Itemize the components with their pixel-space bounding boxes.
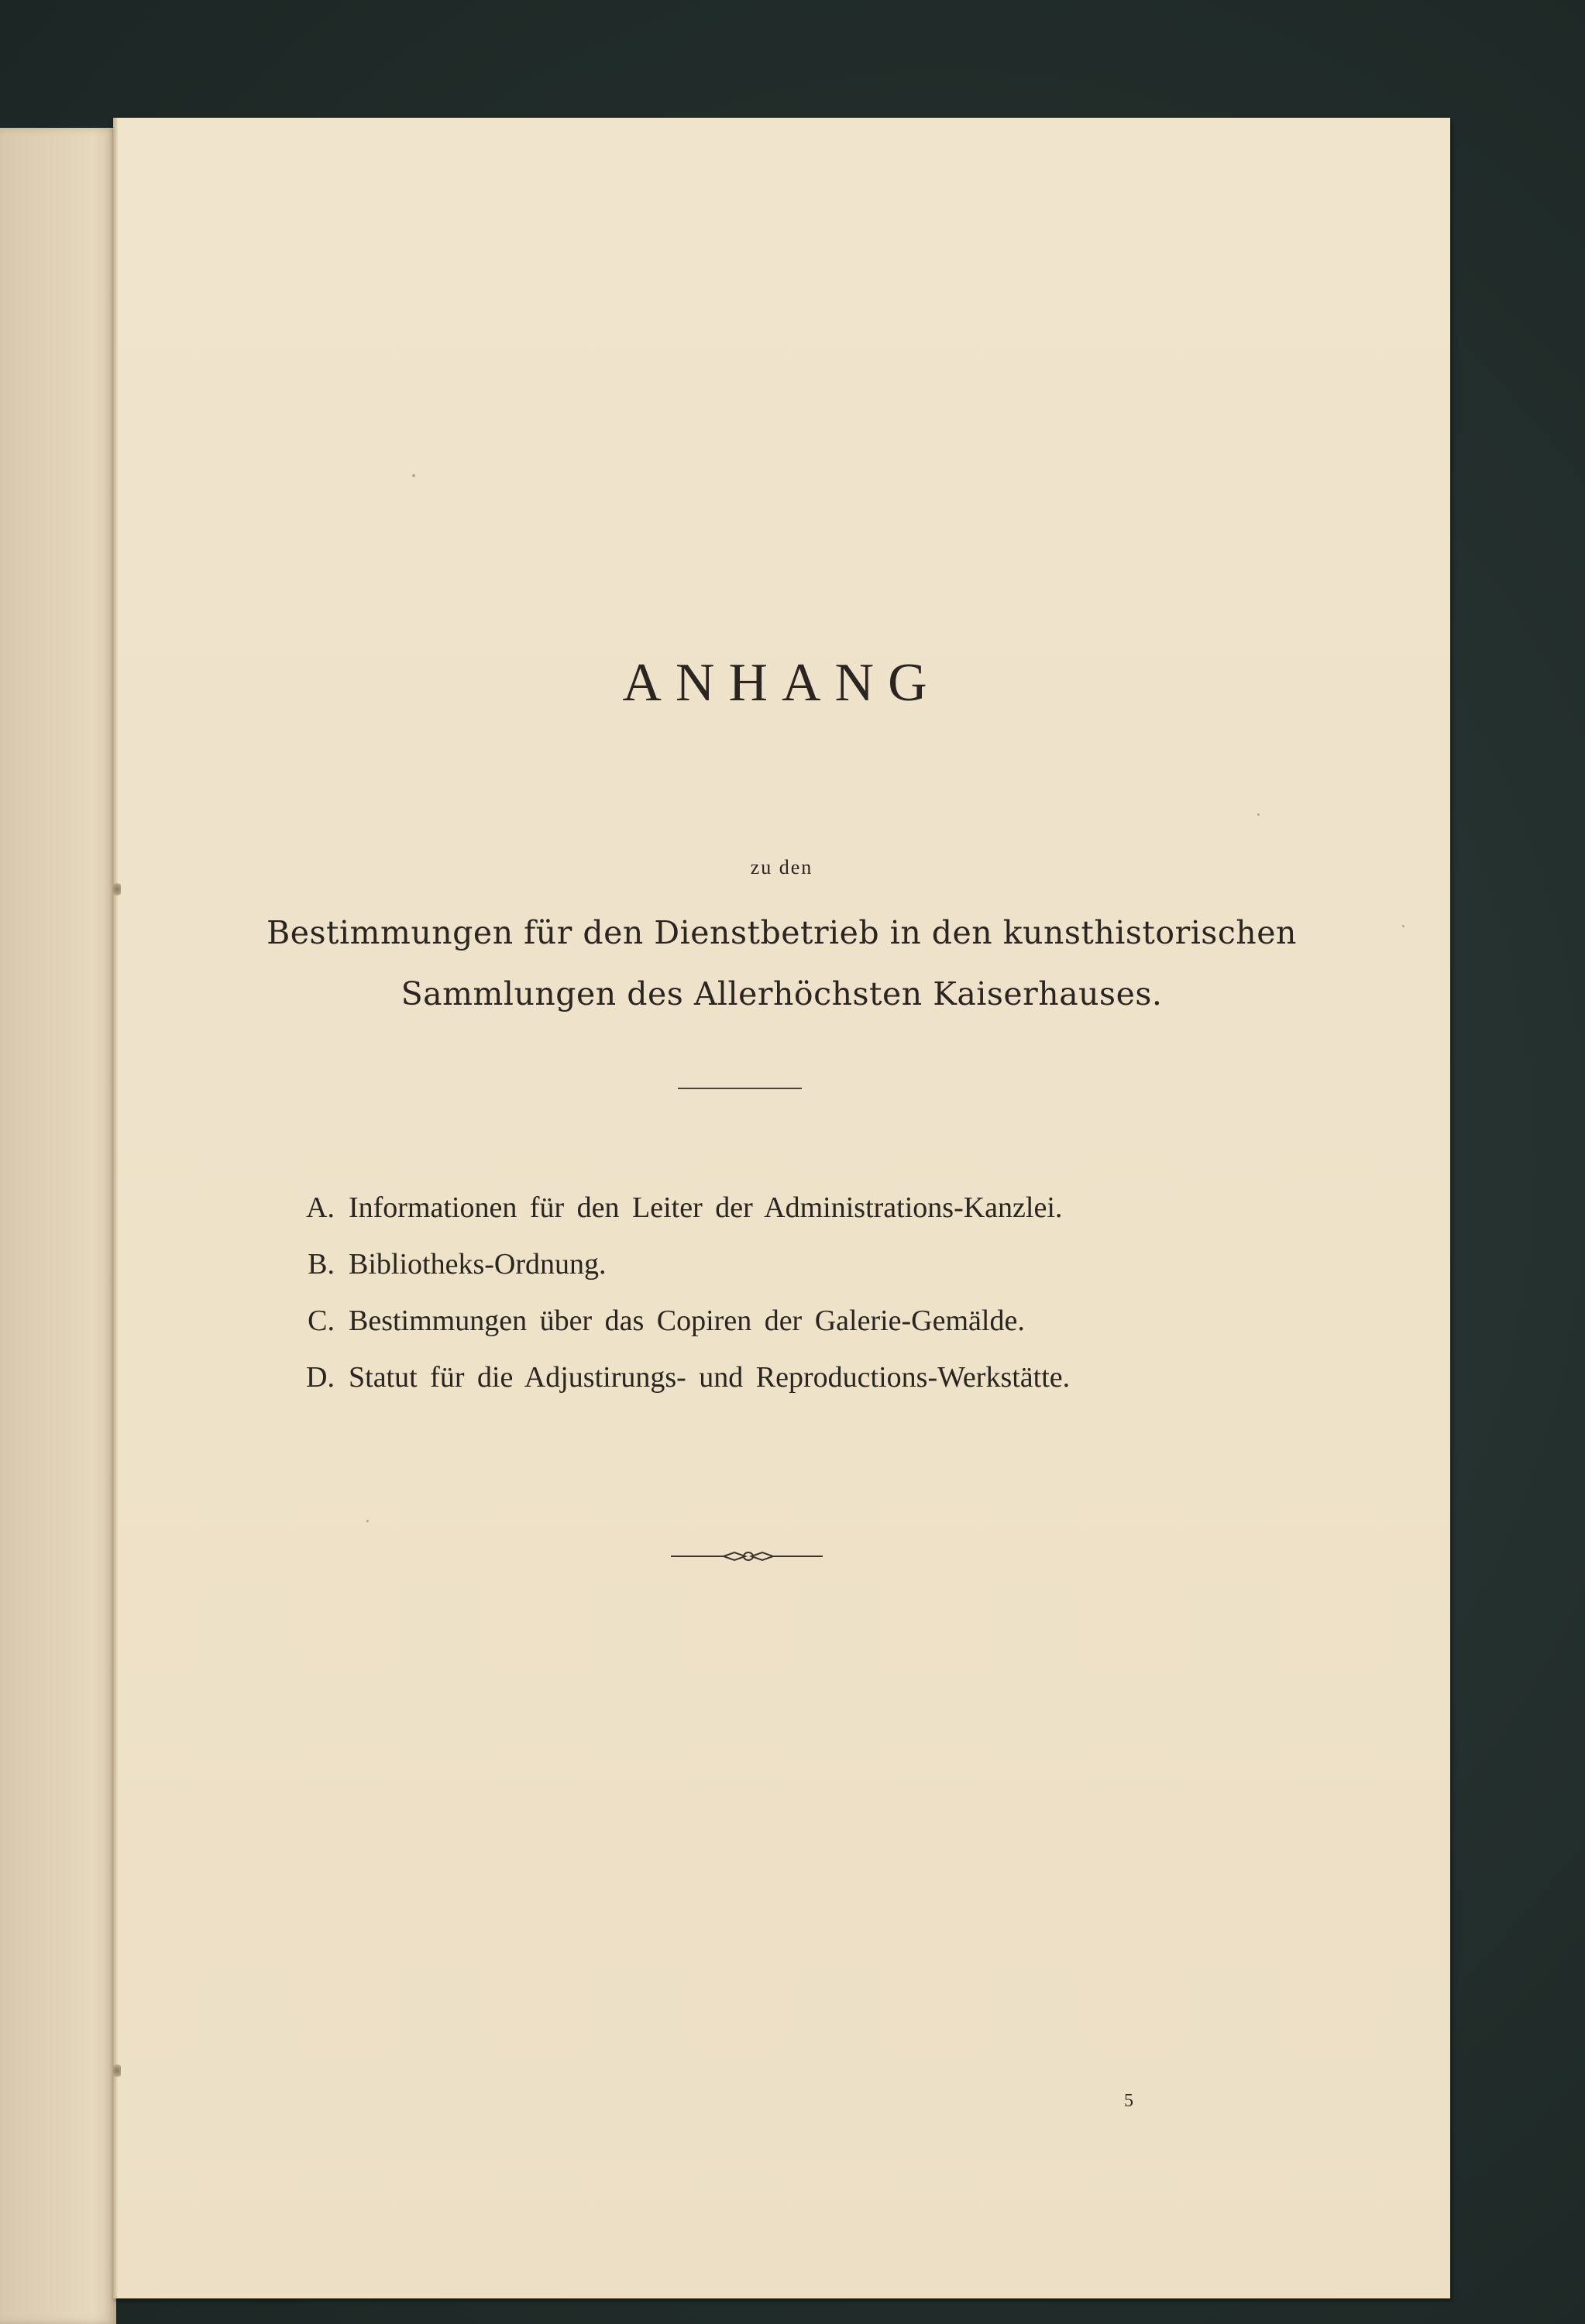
list-item-letter: D. — [306, 1361, 335, 1394]
page-number: 5 — [1124, 2091, 1133, 2111]
paper-speck — [1257, 813, 1260, 816]
ornament-divider-icon — [671, 1547, 823, 1566]
paper-speck — [366, 1520, 369, 1522]
paper-speck — [412, 474, 415, 477]
list-item-letter: A. — [306, 1191, 335, 1224]
document-subtitle: zu den — [750, 856, 813, 878]
list-item — [308, 1301, 1342, 1358]
contents-list — [306, 1188, 1342, 1415]
list-item-text: Informationen für den Leiter der Administrations-Kanzlei. — [349, 1191, 1063, 1224]
list-item-letter: B. — [308, 1248, 335, 1281]
document-title: ANHANG — [622, 653, 941, 713]
document-page — [113, 118, 1450, 2298]
heading-line-1: Bestimmungen für den Dienstbetrieb in den kunsthistorischen — [266, 914, 1297, 951]
staple-mark — [113, 2062, 121, 2079]
list-item-letter: C. — [308, 1305, 335, 1337]
list-item-text: Statut für die Adjustirungs- und Reproductions-Werkstätte. — [349, 1361, 1071, 1394]
list-item-text: Bibliotheks-Ordnung. — [349, 1248, 607, 1281]
section-divider — [678, 1088, 802, 1089]
list-item — [308, 1245, 1342, 1301]
list-item-text: Bestimmungen über das Copiren der Galerie-Gemälde. — [349, 1305, 1025, 1337]
page-gutter — [113, 118, 118, 2298]
previous-page-edge — [0, 128, 116, 2324]
list-item — [306, 1358, 1342, 1415]
list-item — [306, 1188, 1342, 1245]
staple-mark — [113, 881, 121, 898]
heading-line-2: Sammlungen des Allerhöchsten Kaiserhauses. — [401, 975, 1163, 1012]
